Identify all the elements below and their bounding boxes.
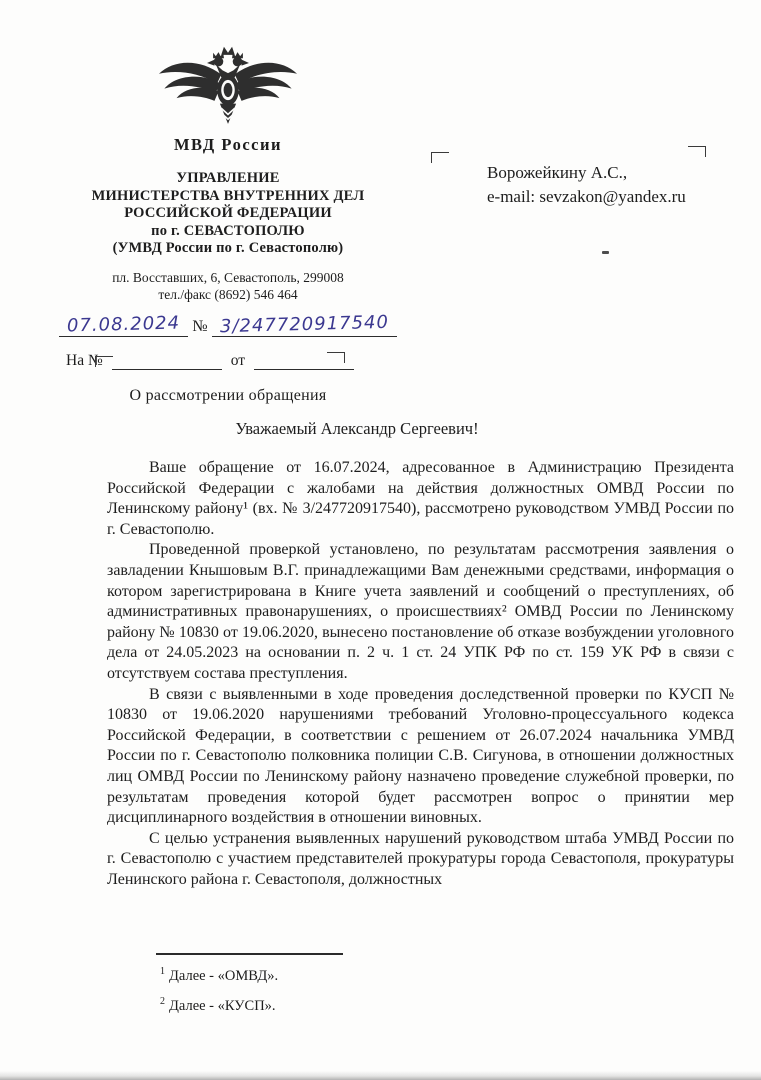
org-line-4: по г. СЕВАСТОПОЛЮ (151, 222, 305, 239)
subject-corner-mark-left (95, 356, 113, 367)
body-paragraph-2: Проведенной проверкой установлено, по результатам рассмотрения заявления о завладении Кнышовым В.Г. принадлежащими Вам денежными средствами, информация о котором зарегистрирована в Книге учета заявлений и сообщений о преступлениях, об административных правонарушениях, о происшествиях² ОМВД России по Ленинскому району № 10830 от 19.06.2020, вынесено постановление об отказе возбуждении уголовного дела от 24.05.2023 на основании п. 2 ч. 1 ст. 24 УПК РФ по ст. 159 УК РФ в связи с отсутствуем состава преступления. (107, 541, 734, 682)
recipient-name: Ворожейкину А.С., (487, 163, 628, 182)
number-underline (212, 311, 397, 337)
body-paragraph-3: В связи с выявленными в ходе проведения доследственной проверки по КУСП № 10830 от 19.06.2020 нарушениями требований Уголовно-процессуального кодекса Российской Федерации, в соответствии с решением от 26.07.2024 начальника УМВД России по г. Севастополю полковника полиции С.В. Сигунова, в отношении должностных лиц ОМВД России по Ленинскому району назначено проведение служебной проверки, по результатам проведения которой будет рассмотрен вопрос о принятии мер дисциплинарного воздействия в отношении виновных. (107, 685, 734, 827)
footnote-2-marker: 2 (160, 995, 165, 1007)
in-reply-number-blank (112, 354, 222, 370)
letter-body (107, 458, 734, 890)
org-name-block (42, 170, 414, 258)
handwritten-date: 07.08.2024 (67, 312, 181, 336)
recipient-corner-mark-right (688, 146, 706, 157)
in-reply-ot-label: от (230, 351, 246, 369)
subject-corner-mark-right (327, 352, 345, 363)
footnotes (160, 966, 278, 1026)
org-line-1: УПРАВЛЕНИЕ (176, 170, 280, 186)
subject-line: О рассмотрении обращения (129, 386, 327, 404)
recipient-corner-mark-left (431, 152, 449, 163)
scan-bottom-edge (0, 1071, 761, 1080)
recipient-email: e-mail: sevzakon@yandex.ru (487, 186, 686, 206)
address-block (42, 269, 414, 303)
org-line-2: МИНИСТЕРСТВА ВНУТРЕННИХ ДЕЛ (91, 187, 365, 204)
salutation: Уважаемый Александр Сергеевич! (235, 419, 479, 438)
footnote-divider (156, 953, 343, 955)
recipient-block (487, 161, 686, 208)
org-line-3: РОССИЙСКОЙ ФЕДЕРАЦИИ (124, 205, 332, 221)
body-paragraph-4: С целью устранения выявленных нарушений руководством штаба УМВД России по г. Севастополю с участием представителей прокуратуры города Севастополя, прокуратуры Ленинского района г. Севастополя, должностных (107, 829, 734, 888)
date-underline (59, 314, 188, 337)
phone-fax: тел./факс (8692) 546 464 (158, 286, 298, 302)
letterhead (42, 44, 414, 405)
mvd-double-eagle-emblem-icon (152, 44, 304, 132)
org-line-5: (УМВД России по г. Севастополю) (112, 240, 344, 256)
handwritten-number: 3/247720917540 (219, 311, 389, 337)
date-and-number-row (42, 310, 414, 337)
footnote-1-marker: 1 (160, 966, 165, 977)
body-paragraph-1: Ваше обращение от 16.07.2024, адресованное в Администрацию Президента Российской Федерации с жалобами на действия должностных ОМВД России по Ленинскому району¹ (вх. № 3/247720917540), рассмотрено руководством УМВД России по г. Севастополю. (107, 459, 734, 538)
footnote-1-text: Далее - «ОМВД». (169, 967, 279, 984)
postal-address: пл. Восставших, 6, Севастополь, 299008 (112, 269, 344, 285)
emblem-caption: МВД России (173, 135, 282, 154)
footnote-2-text: Далее - «КУСП». (169, 997, 276, 1014)
in-reply-prefix: На № (66, 351, 103, 369)
footnote-1 (160, 966, 278, 985)
footnote-2 (160, 996, 278, 1015)
number-sign: № (192, 317, 208, 335)
scan-speck (602, 251, 609, 254)
